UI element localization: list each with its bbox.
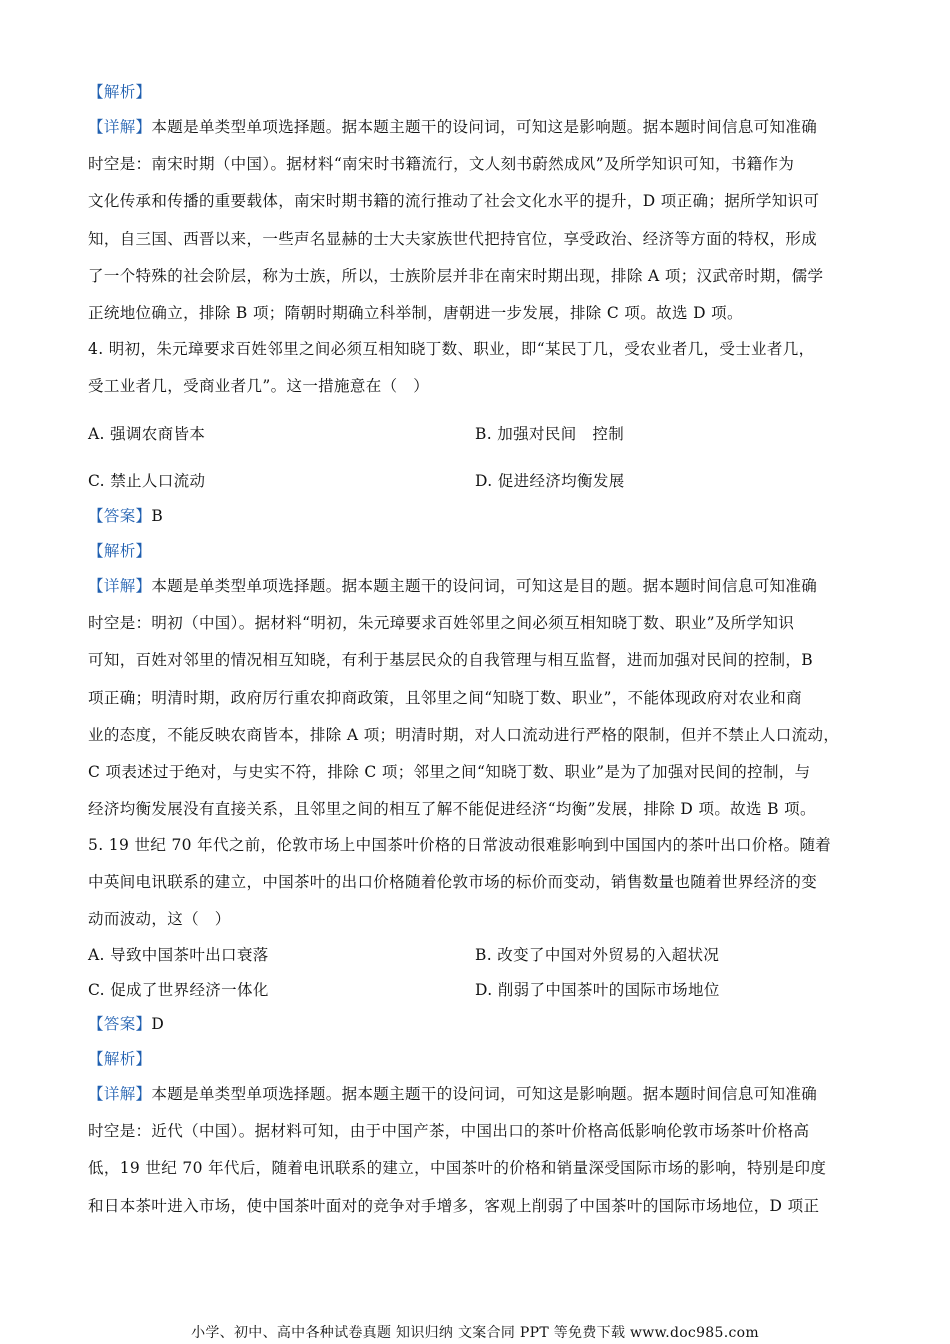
q4-detail-line-6: C 项表述过于绝对，与史实不符，排除 C 项；邻里之间“知晓丁数、职业”是为了加强对民间的控制，与	[88, 763, 811, 781]
q5-option-b: B. 改变了中国对外贸易的入超状况	[475, 946, 720, 964]
q3-detail-line-2: 时空是：南宋时期（中国）。据材料“南宋时书籍流行，文人刻书蔚然成风”及所学知识可知，书籍作为	[88, 155, 795, 173]
q4-analysis-label: 【解析】	[88, 542, 152, 560]
q5-stem-line-3: 动而波动，这（ ）	[88, 910, 231, 928]
q4-detail-text-1: 本题是单类型单项选择题。据本题主题干的设问词，可知这是目的题。据本题时间信息可知准确	[151, 577, 818, 595]
q4-detail-line-2: 时空是：明初（中国）。据材料“明初，朱元璋要求百姓邻里之间必须互相知晓丁数、职业”及所学知识	[88, 614, 795, 632]
q3-detail-tag: 【详解】	[88, 118, 152, 136]
q4-stem-line-1: 4. 明初，朱元璋要求百姓邻里之间必须互相知晓丁数、职业，即“某民丁几，受农业者几，受士业者几，	[88, 340, 815, 358]
q3-detail-line-5: 了一个特殊的社会阶层，称为士族，所以，士族阶层并非在南宋时期出现，排除 A 项；汉武帝时期，儒学	[88, 267, 824, 285]
q5-detail-line-3: 低，19 世纪 70 年代后，随着电讯联系的建立，中国茶叶的价格和销量深受国际市场的影响，特别是印度	[88, 1159, 827, 1177]
q3-detail-text-1: 本题是单类型单项选择题。据本题主题干的设问词，可知这是影响题。据本题时间信息可知准确	[151, 118, 818, 136]
q3-detail-line-1	[88, 117, 817, 137]
q3-detail-line-4: 知，自三国、西晋以来，一些声名显赫的士大夫家族世代把持官位，享受政治、经济等方面的特权，形成	[88, 230, 818, 248]
q4-option-a: A. 强调农商皆本	[88, 425, 206, 443]
q5-detail-tag: 【详解】	[88, 1085, 152, 1103]
q4-detail-line-3: 可知，百姓对邻里的情况相互知晓，有利于基层民众的自我管理与相互监督，进而加强对民间的控制，B	[88, 651, 813, 669]
q4-answer-line	[88, 506, 163, 526]
q5-answer-value: D	[151, 1015, 165, 1033]
q5-option-d: D. 削弱了中国茶叶的国际市场地位	[475, 981, 720, 999]
q5-stem-line-2: 中英间电讯联系的建立，中国茶叶的出口价格随着伦敦市场的标价而变动，销售数量也随着世界经济的变	[88, 873, 818, 891]
q5-option-c: C. 促成了世界经济一体化	[88, 981, 269, 999]
q5-stem-line-1: 5. 19 世纪 70 年代之前，伦敦市场上中国茶叶价格的日常波动很难影响到中国国内的茶叶出口价格。随着	[88, 836, 832, 854]
q5-option-a: A. 导致中国茶叶出口衰落	[88, 946, 269, 964]
q4-option-c: C. 禁止人口流动	[88, 472, 206, 490]
q3-detail-line-3: 文化传承和传播的重要载体，南宋时期书籍的流行推动了社会文化水平的提升，D 项正确；据所学知识可	[88, 192, 820, 210]
q5-detail-line-4: 和日本茶叶进入市场，使中国茶叶面对的竞争对手增多，客观上削弱了中国茶叶的国际市场地位，D 项正	[88, 1197, 820, 1215]
q4-detail-tag: 【详解】	[88, 577, 152, 595]
q5-detail-line-1	[88, 1084, 817, 1104]
q4-option-b: B. 加强对民间 控制	[475, 425, 625, 443]
q4-detail-line-1	[88, 576, 817, 596]
q3-detail-line-6: 正统地位确立，排除 B 项；隋朝时期确立科举制，唐朝进一步发展，排除 C 项。故选 D 项。	[88, 304, 743, 322]
q5-detail-text-1: 本题是单类型单项选择题。据本题主题干的设问词，可知这是影响题。据本题时间信息可知准确	[151, 1085, 818, 1103]
q4-detail-line-5: 业的态度，不能反映农商皆本，排除 A 项；明清时期，对人口流动进行严格的限制，但并不禁止人口流动，	[88, 726, 840, 744]
page-footer: 小学、初中、高中各种试卷真题 知识归纳 文案合同 PPT 等免费下载 www.doc985.com	[191, 1325, 759, 1341]
q4-stem-line-2: 受工业者几，受商业者几”。这一措施意在（ ）	[88, 377, 430, 395]
q4-answer-value: B	[151, 507, 164, 525]
q5-answer-line	[88, 1014, 164, 1034]
q3-analysis-label: 【解析】	[88, 83, 152, 101]
q5-detail-line-2: 时空是：近代（中国）。据材料可知，由于中国产茶，中国出口的茶叶价格高低影响伦敦市场茶叶价格高	[88, 1122, 810, 1140]
q5-analysis-label: 【解析】	[88, 1050, 152, 1068]
q4-detail-line-7: 经济均衡发展没有直接关系，且邻里之间的相互了解不能促进经济“均衡”发展，排除 D 项。故选 B 项。	[88, 800, 816, 818]
q5-answer-label: 【答案】	[88, 1015, 152, 1033]
q4-option-d: D. 促进经济均衡发展	[475, 472, 625, 490]
q4-detail-line-4: 项正确；明清时期，政府厉行重农抑商政策，且邻里之间“知晓丁数、职业”，不能体现政府对农业和商	[88, 689, 802, 707]
q4-answer-label: 【答案】	[88, 507, 152, 525]
